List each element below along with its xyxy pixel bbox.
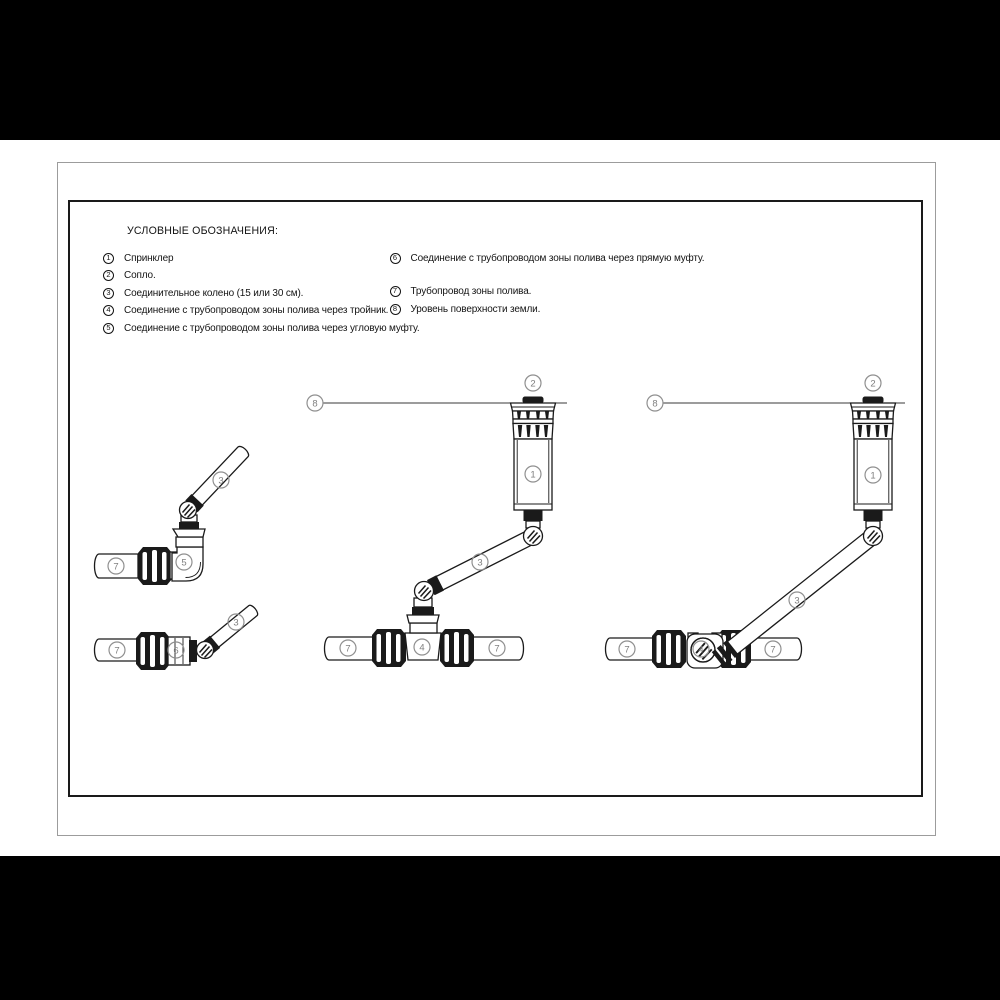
- legend-badge-8: 8: [390, 304, 401, 315]
- tee-throat: [410, 623, 437, 633]
- compression-nut: [136, 632, 170, 670]
- diagram-tee-angled: [606, 375, 906, 668]
- legend-label-8: Уровень поверхности земли.: [410, 303, 541, 315]
- compression-nut-right: [440, 629, 474, 667]
- legend-badge-2: 2: [103, 270, 114, 281]
- coupling-body: [168, 637, 190, 665]
- callout-nozzle: [865, 375, 881, 391]
- svg-text:3: 3: [218, 475, 224, 487]
- legend-label-5: Соединение с трубопроводом зоны полива через угловую муфту.: [124, 322, 420, 334]
- svg-text:7: 7: [624, 644, 630, 656]
- legend-badge-5: 5: [103, 323, 114, 334]
- svg-text:2: 2: [530, 378, 536, 390]
- svg-text:7: 7: [770, 644, 776, 656]
- svg-text:7: 7: [114, 645, 120, 657]
- black-band: [179, 522, 199, 530]
- svg-text:7: 7: [345, 643, 351, 655]
- svg-text:1: 1: [870, 470, 876, 482]
- svg-text:5: 5: [181, 557, 187, 569]
- callout-ground: [647, 395, 663, 411]
- legend-badge-4: 4: [103, 305, 114, 316]
- diagram-tee-straight: [307, 375, 567, 667]
- svg-text:6: 6: [173, 645, 179, 657]
- svg-text:7: 7: [494, 643, 500, 655]
- svg-text:4: 4: [419, 642, 425, 654]
- compression-nut-left: [372, 629, 406, 667]
- callout-nozzle: [525, 375, 541, 391]
- legend-label-7: Трубопровод зоны полива.: [410, 285, 532, 297]
- svg-text:1: 1: [530, 469, 536, 481]
- legend-badge-7: 7: [390, 286, 401, 297]
- compression-nut-left: [652, 630, 686, 668]
- legend-label-2: Сопло.: [124, 270, 156, 281]
- svg-text:8: 8: [652, 398, 658, 410]
- elbow-flange: [173, 529, 205, 537]
- legend-label-1: Спринклер: [124, 252, 174, 264]
- legend-badge-6: 6: [390, 253, 401, 264]
- black-band: [189, 640, 197, 662]
- callout-ground: [307, 395, 323, 411]
- svg-text:2: 2: [870, 378, 876, 390]
- compression-nut: [138, 547, 172, 585]
- svg-text:3: 3: [477, 557, 483, 569]
- legend-badge-3: 3: [103, 288, 114, 299]
- elbow-band: [176, 537, 203, 547]
- svg-text:8: 8: [312, 398, 318, 410]
- tee-flange: [407, 615, 439, 623]
- legend-badge-1: 1: [103, 253, 114, 264]
- legend-label-3: Соединительное колено (15 или 30 см).: [124, 287, 304, 299]
- legend-title: УСЛОВНЫЕ ОБОЗНАЧЕНИЯ:: [127, 225, 279, 237]
- diagram-straight-coupling: [95, 603, 261, 670]
- legend-label-6: Соединение с трубопроводом зоны полива через прямую муфту.: [410, 252, 705, 264]
- svg-text:7: 7: [113, 561, 119, 573]
- diagram-corner-coupling: [95, 443, 252, 585]
- svg-text:4: 4: [698, 644, 704, 656]
- sprinkler: [851, 397, 896, 529]
- svg-text:3: 3: [794, 595, 800, 607]
- sprinkler: [511, 397, 556, 529]
- black-band: [412, 607, 434, 615]
- legend-label-4: Соединение с трубопроводом зоны полива через тройник.: [124, 305, 389, 316]
- svg-text:3: 3: [233, 617, 239, 629]
